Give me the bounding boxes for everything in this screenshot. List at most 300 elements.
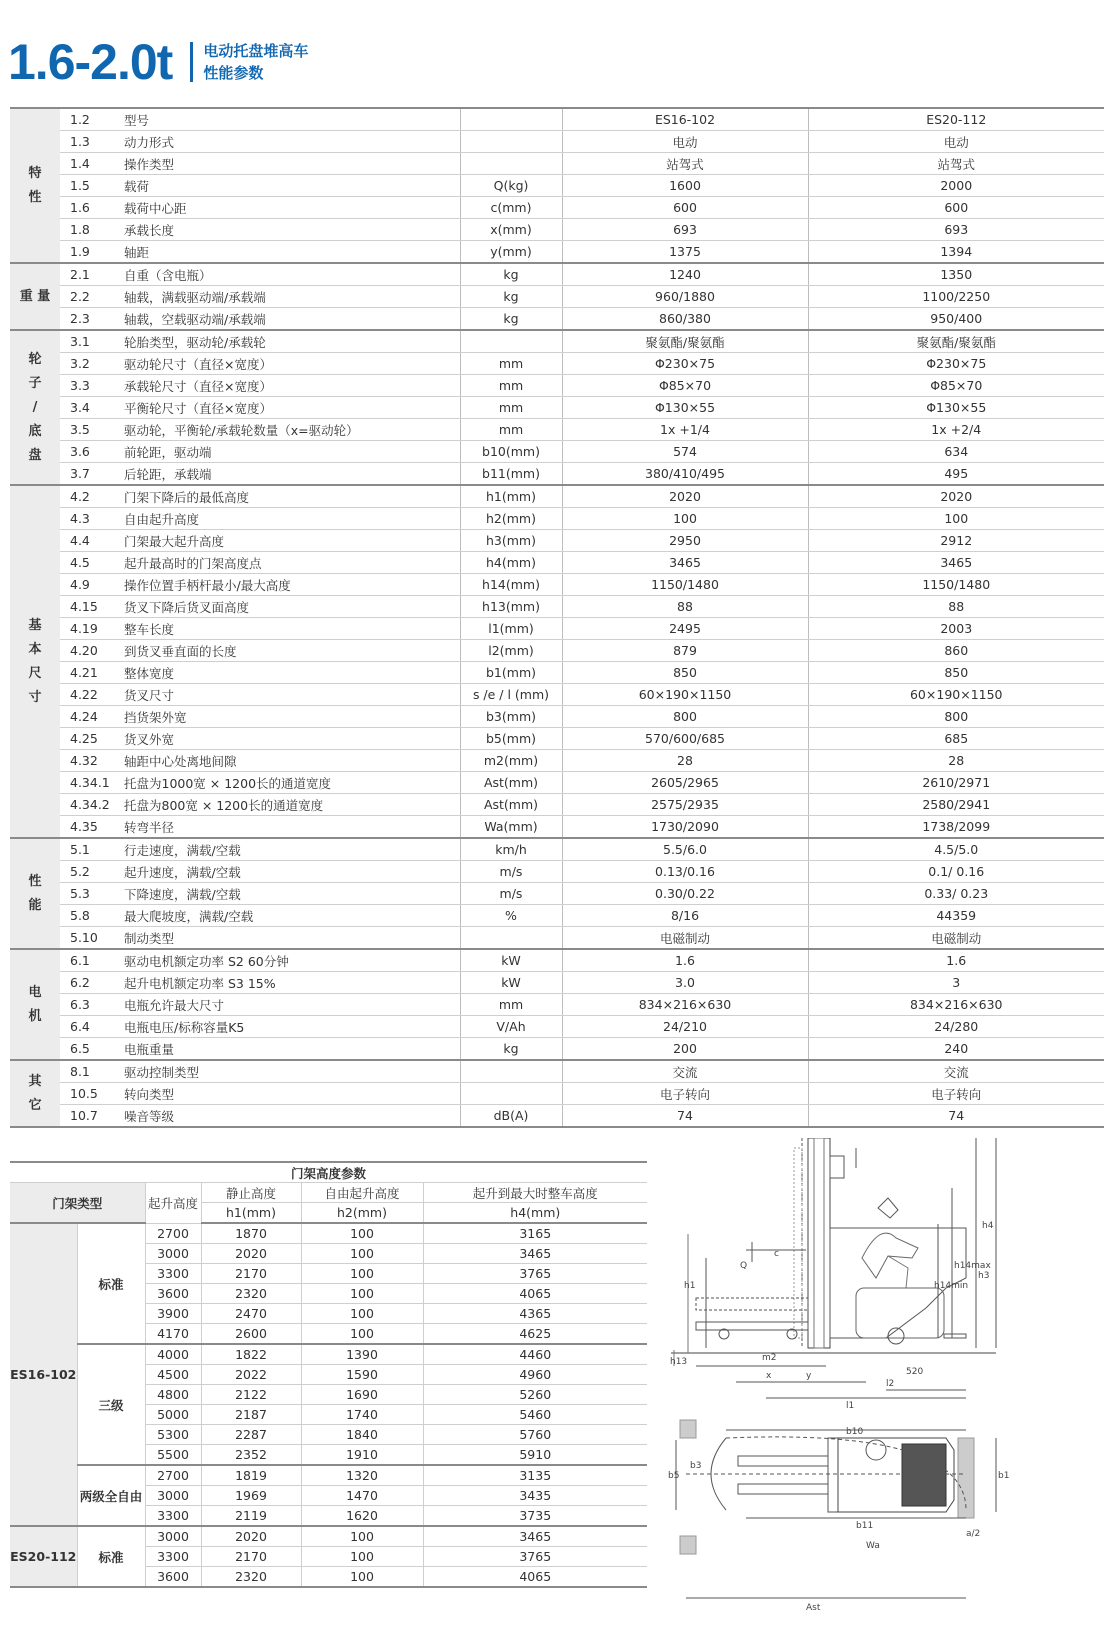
mast-height-table (10, 1161, 647, 1588)
spec-row (10, 441, 1104, 463)
free-lift-cell: 100 (301, 1223, 423, 1244)
spec-name: 起升电机额定功率 S3 15% (114, 972, 460, 994)
spec-value-es16: 聚氨酯/聚氨酯 (562, 330, 808, 353)
spec-value-es20: 3 (808, 972, 1104, 994)
overall-height-cell: 5910 (423, 1445, 647, 1466)
spec-code: 2.3 (60, 308, 114, 331)
spec-unit: Wa(mm) (460, 816, 562, 839)
spec-value-es16: 60×190×1150 (562, 684, 808, 706)
spec-name: 货叉下降后货叉面高度 (114, 596, 460, 618)
spec-value-es20: 0.33/ 0.23 (808, 883, 1104, 905)
lift-height-cell: 5300 (145, 1425, 201, 1445)
spec-code: 2.2 (60, 286, 114, 308)
spec-code: 2.1 (60, 263, 114, 286)
label-l2: l2 (886, 1379, 895, 1389)
spec-value-es16: 1730/2090 (562, 816, 808, 839)
spec-value-es20: Φ85×70 (808, 375, 1104, 397)
spec-code: 6.1 (60, 949, 114, 972)
spec-row (10, 905, 1104, 927)
spec-name: 噪音等级 (114, 1105, 460, 1128)
label-l1: l1 (846, 1401, 855, 1411)
spec-value-es16: 100 (562, 508, 808, 530)
spec-unit: % (460, 905, 562, 927)
spec-name: 电瓶重量 (114, 1038, 460, 1061)
spec-code: 1.3 (60, 131, 114, 153)
spec-unit: V/Ah (460, 1016, 562, 1038)
overall-height-unit: h4(mm) (423, 1203, 647, 1224)
spec-unit: l2(mm) (460, 640, 562, 662)
spec-row (10, 949, 1104, 972)
overall-height-cell: 4960 (423, 1365, 647, 1385)
spec-unit: s /e / l (mm) (460, 684, 562, 706)
spec-value-es16: 3465 (562, 552, 808, 574)
subtitle-line-2: 性能参数 (203, 64, 264, 82)
spec-name: 托盘为1000宽 × 1200长的通道宽度 (114, 772, 460, 794)
section-label: 特 性 (10, 108, 60, 263)
spec-unit (460, 108, 562, 131)
label-h1: h1 (684, 1281, 696, 1291)
overall-height-cell: 5260 (423, 1385, 647, 1405)
spec-name: 电瓶允许最大尺寸 (114, 994, 460, 1016)
label-Q: Q (740, 1261, 748, 1271)
dimension-labels (668, 1221, 1009, 1613)
spec-code: 5.2 (60, 861, 114, 883)
spec-unit: b5(mm) (460, 728, 562, 750)
label-Ast: Ast (806, 1603, 821, 1613)
spec-unit: h14(mm) (460, 574, 562, 596)
spec-unit: mm (460, 419, 562, 441)
spec-value-es16: 88 (562, 596, 808, 618)
spec-name: 整车长度 (114, 618, 460, 640)
spec-unit: mm (460, 353, 562, 375)
spec-value-es16: 574 (562, 441, 808, 463)
spec-name: 操作位置手柄杆最小/最大高度 (114, 574, 460, 596)
label-b10: b10 (846, 1427, 864, 1437)
spec-value-es20: 88 (808, 596, 1104, 618)
spec-unit: m/s (460, 861, 562, 883)
spec-value-es20: Φ130×55 (808, 397, 1104, 419)
spec-code: 4.20 (60, 640, 114, 662)
spec-row (10, 1038, 1104, 1061)
spec-row (10, 728, 1104, 750)
free-lift-cell: 100 (301, 1264, 423, 1284)
section-label: 性 能 (10, 838, 60, 949)
mast-type-label: 两级全自由 (77, 1465, 145, 1526)
static-height-cell: 2470 (201, 1304, 301, 1324)
spec-value-es16: 3.0 (562, 972, 808, 994)
overall-height-cell: 5760 (423, 1425, 647, 1445)
static-height-cell: 1822 (201, 1344, 301, 1365)
page-title: 1.6-2.0t (8, 34, 173, 90)
spec-value-es20: 834×216×630 (808, 994, 1104, 1016)
spec-value-es20: 495 (808, 463, 1104, 486)
spec-code: 4.34.1 (60, 772, 114, 794)
spec-name: 动力形式 (114, 131, 460, 153)
spec-name: 自重（含电瓶） (114, 263, 460, 286)
spec-value-es16: 2950 (562, 530, 808, 552)
overall-height-cell: 4065 (423, 1567, 647, 1588)
spec-name: 到货叉垂直面的长度 (114, 640, 460, 662)
spec-value-es20: 电磁制动 (808, 927, 1104, 950)
label-520: 520 (906, 1367, 924, 1377)
static-height-header: 静止高度 (201, 1183, 301, 1203)
truck-dimension-drawing (666, 1138, 1076, 1626)
spec-unit: h3(mm) (460, 530, 562, 552)
spec-row (10, 1105, 1104, 1128)
spec-unit: b11(mm) (460, 463, 562, 486)
spec-unit: kg (460, 308, 562, 331)
spec-value-es16: 2575/2935 (562, 794, 808, 816)
spec-name: 转弯半径 (114, 816, 460, 839)
spec-value-es16: 1600 (562, 175, 808, 197)
spec-name: 驱动轮尺寸（直径×宽度） (114, 353, 460, 375)
spec-value-es16: 1375 (562, 241, 808, 264)
spec-name: 最大爬坡度，满载/空载 (114, 905, 460, 927)
mast-type-header: 门架类型 (10, 1183, 145, 1224)
lift-height-cell: 3300 (145, 1547, 201, 1567)
spec-value-es20: 2580/2941 (808, 794, 1104, 816)
spec-value-es16: 5.5/6.0 (562, 838, 808, 861)
free-lift-cell: 1470 (301, 1486, 423, 1506)
lift-height-cell: 2700 (145, 1465, 201, 1486)
spec-unit: mm (460, 397, 562, 419)
static-height-cell: 2600 (201, 1324, 301, 1345)
overall-height-cell: 3765 (423, 1264, 647, 1284)
spec-code: 4.2 (60, 485, 114, 508)
spec-name: 门架下降后的最低高度 (114, 485, 460, 508)
free-lift-cell: 1620 (301, 1506, 423, 1527)
static-height-cell: 2020 (201, 1526, 301, 1547)
spec-value-es20: 0.1/ 0.16 (808, 861, 1104, 883)
free-lift-cell: 1320 (301, 1465, 423, 1486)
spec-value-es16: 860/380 (562, 308, 808, 331)
spec-value-es20: 850 (808, 662, 1104, 684)
spec-unit: m/s (460, 883, 562, 905)
spec-value-es16: 74 (562, 1105, 808, 1128)
spec-code: 10.5 (60, 1083, 114, 1105)
lift-height-cell: 3900 (145, 1304, 201, 1324)
spec-unit: b1(mm) (460, 662, 562, 684)
lift-height-cell: 2700 (145, 1223, 201, 1244)
spec-row (10, 530, 1104, 552)
spec-code: 4.32 (60, 750, 114, 772)
spec-value-es20: 685 (808, 728, 1104, 750)
label-h4: h4 (982, 1221, 994, 1231)
free-lift-cell: 100 (301, 1304, 423, 1324)
spec-unit: kg (460, 1038, 562, 1061)
spec-name: 后轮距，承载端 (114, 463, 460, 486)
spec-value-es16: 2605/2965 (562, 772, 808, 794)
spec-unit: kg (460, 286, 562, 308)
label-c: c (774, 1249, 779, 1259)
label-h14min: h14min (934, 1281, 969, 1291)
lift-height-cell: 3000 (145, 1244, 201, 1264)
label-a2: a/2 (966, 1529, 981, 1539)
free-lift-cell: 100 (301, 1526, 423, 1547)
spec-value-es16: 电动 (562, 131, 808, 153)
spec-name: 轴距中心处离地间隙 (114, 750, 460, 772)
free-lift-cell: 100 (301, 1547, 423, 1567)
spec-row (10, 397, 1104, 419)
spec-unit: h13(mm) (460, 596, 562, 618)
spec-row (10, 1016, 1104, 1038)
spec-value-es16: 960/1880 (562, 286, 808, 308)
spec-row (10, 972, 1104, 994)
spec-value-es16: 28 (562, 750, 808, 772)
spec-table (10, 107, 1104, 1128)
spec-unit: h2(mm) (460, 508, 562, 530)
spec-unit: c(mm) (460, 197, 562, 219)
spec-code: 4.15 (60, 596, 114, 618)
spec-row (10, 883, 1104, 905)
spec-unit: mm (460, 994, 562, 1016)
page-subtitle (203, 40, 308, 84)
spec-row (10, 108, 1104, 131)
spec-name: 起升最高时的门架高度点 (114, 552, 460, 574)
spec-value-es16: 200 (562, 1038, 808, 1061)
spec-code: 1.9 (60, 241, 114, 264)
overall-height-cell: 4065 (423, 1284, 647, 1304)
spec-name: 轮胎类型，驱动轮/承载轮 (114, 330, 460, 353)
spec-code: 4.9 (60, 574, 114, 596)
spec-name: 前轮距，驱动端 (114, 441, 460, 463)
spec-code: 10.7 (60, 1105, 114, 1128)
lift-height-cell: 4170 (145, 1324, 201, 1345)
technical-drawing (666, 1138, 1076, 1626)
spec-unit (460, 1060, 562, 1083)
spec-name: 载荷中心距 (114, 197, 460, 219)
spec-code: 3.6 (60, 441, 114, 463)
spec-code: 4.3 (60, 508, 114, 530)
spec-name: 操作类型 (114, 153, 460, 175)
lift-height-cell: 4800 (145, 1385, 201, 1405)
spec-row (10, 1083, 1104, 1105)
spec-name: 门架最大起升高度 (114, 530, 460, 552)
spec-code: 5.10 (60, 927, 114, 950)
overall-height-cell: 4365 (423, 1304, 647, 1324)
spec-unit: Ast(mm) (460, 794, 562, 816)
spec-row (10, 131, 1104, 153)
mast-header-row (10, 1183, 647, 1203)
spec-code: 4.5 (60, 552, 114, 574)
overall-height-cell: 5460 (423, 1405, 647, 1425)
spec-value-es20: 1150/1480 (808, 574, 1104, 596)
lift-height-cell: 4000 (145, 1344, 201, 1365)
static-height-cell: 2122 (201, 1385, 301, 1405)
free-lift-unit: h2(mm) (301, 1203, 423, 1224)
spec-unit: l1(mm) (460, 618, 562, 640)
spec-name: 起升速度，满载/空载 (114, 861, 460, 883)
spec-value-es16: 1x +1/4 (562, 419, 808, 441)
spec-value-es20: 4.5/5.0 (808, 838, 1104, 861)
spec-unit: mm (460, 375, 562, 397)
model-label: ES16-102 (10, 1223, 77, 1526)
spec-value-es16: 600 (562, 197, 808, 219)
overall-height-cell: 3135 (423, 1465, 647, 1486)
spec-name: 轴距 (114, 241, 460, 264)
spec-code: 4.21 (60, 662, 114, 684)
static-height-cell: 2287 (201, 1425, 301, 1445)
spec-row (10, 219, 1104, 241)
free-lift-header: 自由起升高度 (301, 1183, 423, 1203)
mast-table-title: 门架高度参数 (10, 1162, 647, 1183)
overall-height-cell: 3165 (423, 1223, 647, 1244)
free-lift-cell: 100 (301, 1284, 423, 1304)
section-label: 基 本 尺 寸 (10, 485, 60, 838)
overall-height-cell: 3735 (423, 1506, 647, 1527)
spec-row (10, 794, 1104, 816)
spec-value-es16: 1.6 (562, 949, 808, 972)
spec-code: 3.1 (60, 330, 114, 353)
spec-row (10, 927, 1104, 950)
spec-value-es16: 1150/1480 (562, 574, 808, 596)
spec-unit: h4(mm) (460, 552, 562, 574)
spec-code: 4.22 (60, 684, 114, 706)
mast-type-label: 三级 (77, 1344, 145, 1465)
label-x: x (766, 1371, 772, 1381)
spec-row (10, 1060, 1104, 1083)
overall-height-cell: 3465 (423, 1526, 647, 1547)
spec-name: 轴载，空载驱动端/承载端 (114, 308, 460, 331)
spec-code: 3.3 (60, 375, 114, 397)
spec-name: 驱动轮，平衡轮/承载轮数量（x=驱动轮） (114, 419, 460, 441)
spec-code: 1.4 (60, 153, 114, 175)
spec-value-es20: 2000 (808, 175, 1104, 197)
lift-height-cell: 3000 (145, 1486, 201, 1506)
spec-value-es16: 交流 (562, 1060, 808, 1083)
spec-code: 1.6 (60, 197, 114, 219)
spec-name: 平衡轮尺寸（直径×宽度） (114, 397, 460, 419)
spec-value-es20: 28 (808, 750, 1104, 772)
spec-name: 挡货架外宽 (114, 706, 460, 728)
label-h14max: h14max (954, 1261, 991, 1271)
lift-height-cell: 5500 (145, 1445, 201, 1466)
top-view (676, 1420, 996, 1598)
static-height-cell: 2022 (201, 1365, 301, 1385)
lift-height-cell: 4500 (145, 1365, 201, 1385)
spec-unit: Ast(mm) (460, 772, 562, 794)
spec-unit: y(mm) (460, 241, 562, 264)
lift-height-cell: 3300 (145, 1506, 201, 1527)
spec-value-es20: 站驾式 (808, 153, 1104, 175)
spec-value-es16: 800 (562, 706, 808, 728)
spec-unit: kW (460, 949, 562, 972)
static-height-cell: 2352 (201, 1445, 301, 1466)
spec-value-es20: 1738/2099 (808, 816, 1104, 839)
spec-row (10, 861, 1104, 883)
lift-height-cell: 3600 (145, 1567, 201, 1588)
spec-value-es20: 100 (808, 508, 1104, 530)
spec-unit: b3(mm) (460, 706, 562, 728)
static-height-cell: 1819 (201, 1465, 301, 1486)
spec-code: 4.24 (60, 706, 114, 728)
spec-name: 货叉外宽 (114, 728, 460, 750)
spec-name: 型号 (114, 108, 460, 131)
spec-unit: Q(kg) (460, 175, 562, 197)
spec-unit: m2(mm) (460, 750, 562, 772)
static-height-cell: 2187 (201, 1405, 301, 1425)
spec-unit (460, 1083, 562, 1105)
overall-height-cell: 3765 (423, 1547, 647, 1567)
spec-value-es16: 站驾式 (562, 153, 808, 175)
mast-type-label: 标准 (77, 1223, 145, 1344)
spec-unit: kW (460, 972, 562, 994)
spec-row (10, 241, 1104, 264)
spec-name: 轴载，满载驱动端/承载端 (114, 286, 460, 308)
label-b5: b5 (668, 1471, 680, 1481)
lift-height-cell: 5000 (145, 1405, 201, 1425)
label-h13: h13 (670, 1357, 688, 1367)
spec-value-es20: 950/400 (808, 308, 1104, 331)
spec-name: 货叉尺寸 (114, 684, 460, 706)
spec-row (10, 816, 1104, 839)
spec-unit (460, 131, 562, 153)
spec-code: 5.1 (60, 838, 114, 861)
title-divider (190, 42, 193, 82)
spec-value-es20: 693 (808, 219, 1104, 241)
static-height-cell: 2320 (201, 1284, 301, 1304)
section-label: 重 量 (10, 263, 60, 330)
spec-value-es16: 879 (562, 640, 808, 662)
free-lift-cell: 1840 (301, 1425, 423, 1445)
spec-value-es16: 电子转向 (562, 1083, 808, 1105)
spec-code: 4.34.2 (60, 794, 114, 816)
spec-row (10, 640, 1104, 662)
free-lift-cell: 1910 (301, 1445, 423, 1466)
spec-unit (460, 330, 562, 353)
spec-row (10, 750, 1104, 772)
spec-row (10, 838, 1104, 861)
spec-code: 8.1 (60, 1060, 114, 1083)
spec-value-es20: 60×190×1150 (808, 684, 1104, 706)
spec-row (10, 552, 1104, 574)
spec-value-es20: 74 (808, 1105, 1104, 1128)
spec-value-es20: 1394 (808, 241, 1104, 264)
lift-height-cell: 3000 (145, 1526, 201, 1547)
spec-row (10, 463, 1104, 486)
spec-value-es20: 2912 (808, 530, 1104, 552)
static-height-cell: 1969 (201, 1486, 301, 1506)
spec-row (10, 994, 1104, 1016)
spec-value-es16: 850 (562, 662, 808, 684)
spec-value-es20: 2020 (808, 485, 1104, 508)
spec-unit (460, 927, 562, 950)
side-view (671, 1138, 996, 1398)
subtitle-line-1: 电动托盘堆高车 (203, 42, 309, 60)
label-m2: m2 (762, 1353, 777, 1363)
overall-height-cell: 4460 (423, 1344, 647, 1365)
spec-name: 下降速度，满载/空载 (114, 883, 460, 905)
spec-value-es20: 800 (808, 706, 1104, 728)
spec-name: 转向类型 (114, 1083, 460, 1105)
mast-data-row (10, 1223, 647, 1244)
spec-code: 5.3 (60, 883, 114, 905)
spec-name: 制动类型 (114, 927, 460, 950)
spec-row (10, 175, 1104, 197)
overall-height-cell: 4625 (423, 1324, 647, 1345)
spec-value-es16: 8/16 (562, 905, 808, 927)
static-height-cell: 2119 (201, 1506, 301, 1527)
section-label: 轮 子 / 底 盘 (10, 330, 60, 485)
section-label: 电 机 (10, 949, 60, 1060)
spec-value-es16: ES16-102 (562, 108, 808, 131)
spec-code: 6.5 (60, 1038, 114, 1061)
spec-value-es20: 634 (808, 441, 1104, 463)
spec-value-es16: 380/410/495 (562, 463, 808, 486)
spec-code: 4.25 (60, 728, 114, 750)
spec-value-es20: 860 (808, 640, 1104, 662)
spec-value-es20: 240 (808, 1038, 1104, 1061)
